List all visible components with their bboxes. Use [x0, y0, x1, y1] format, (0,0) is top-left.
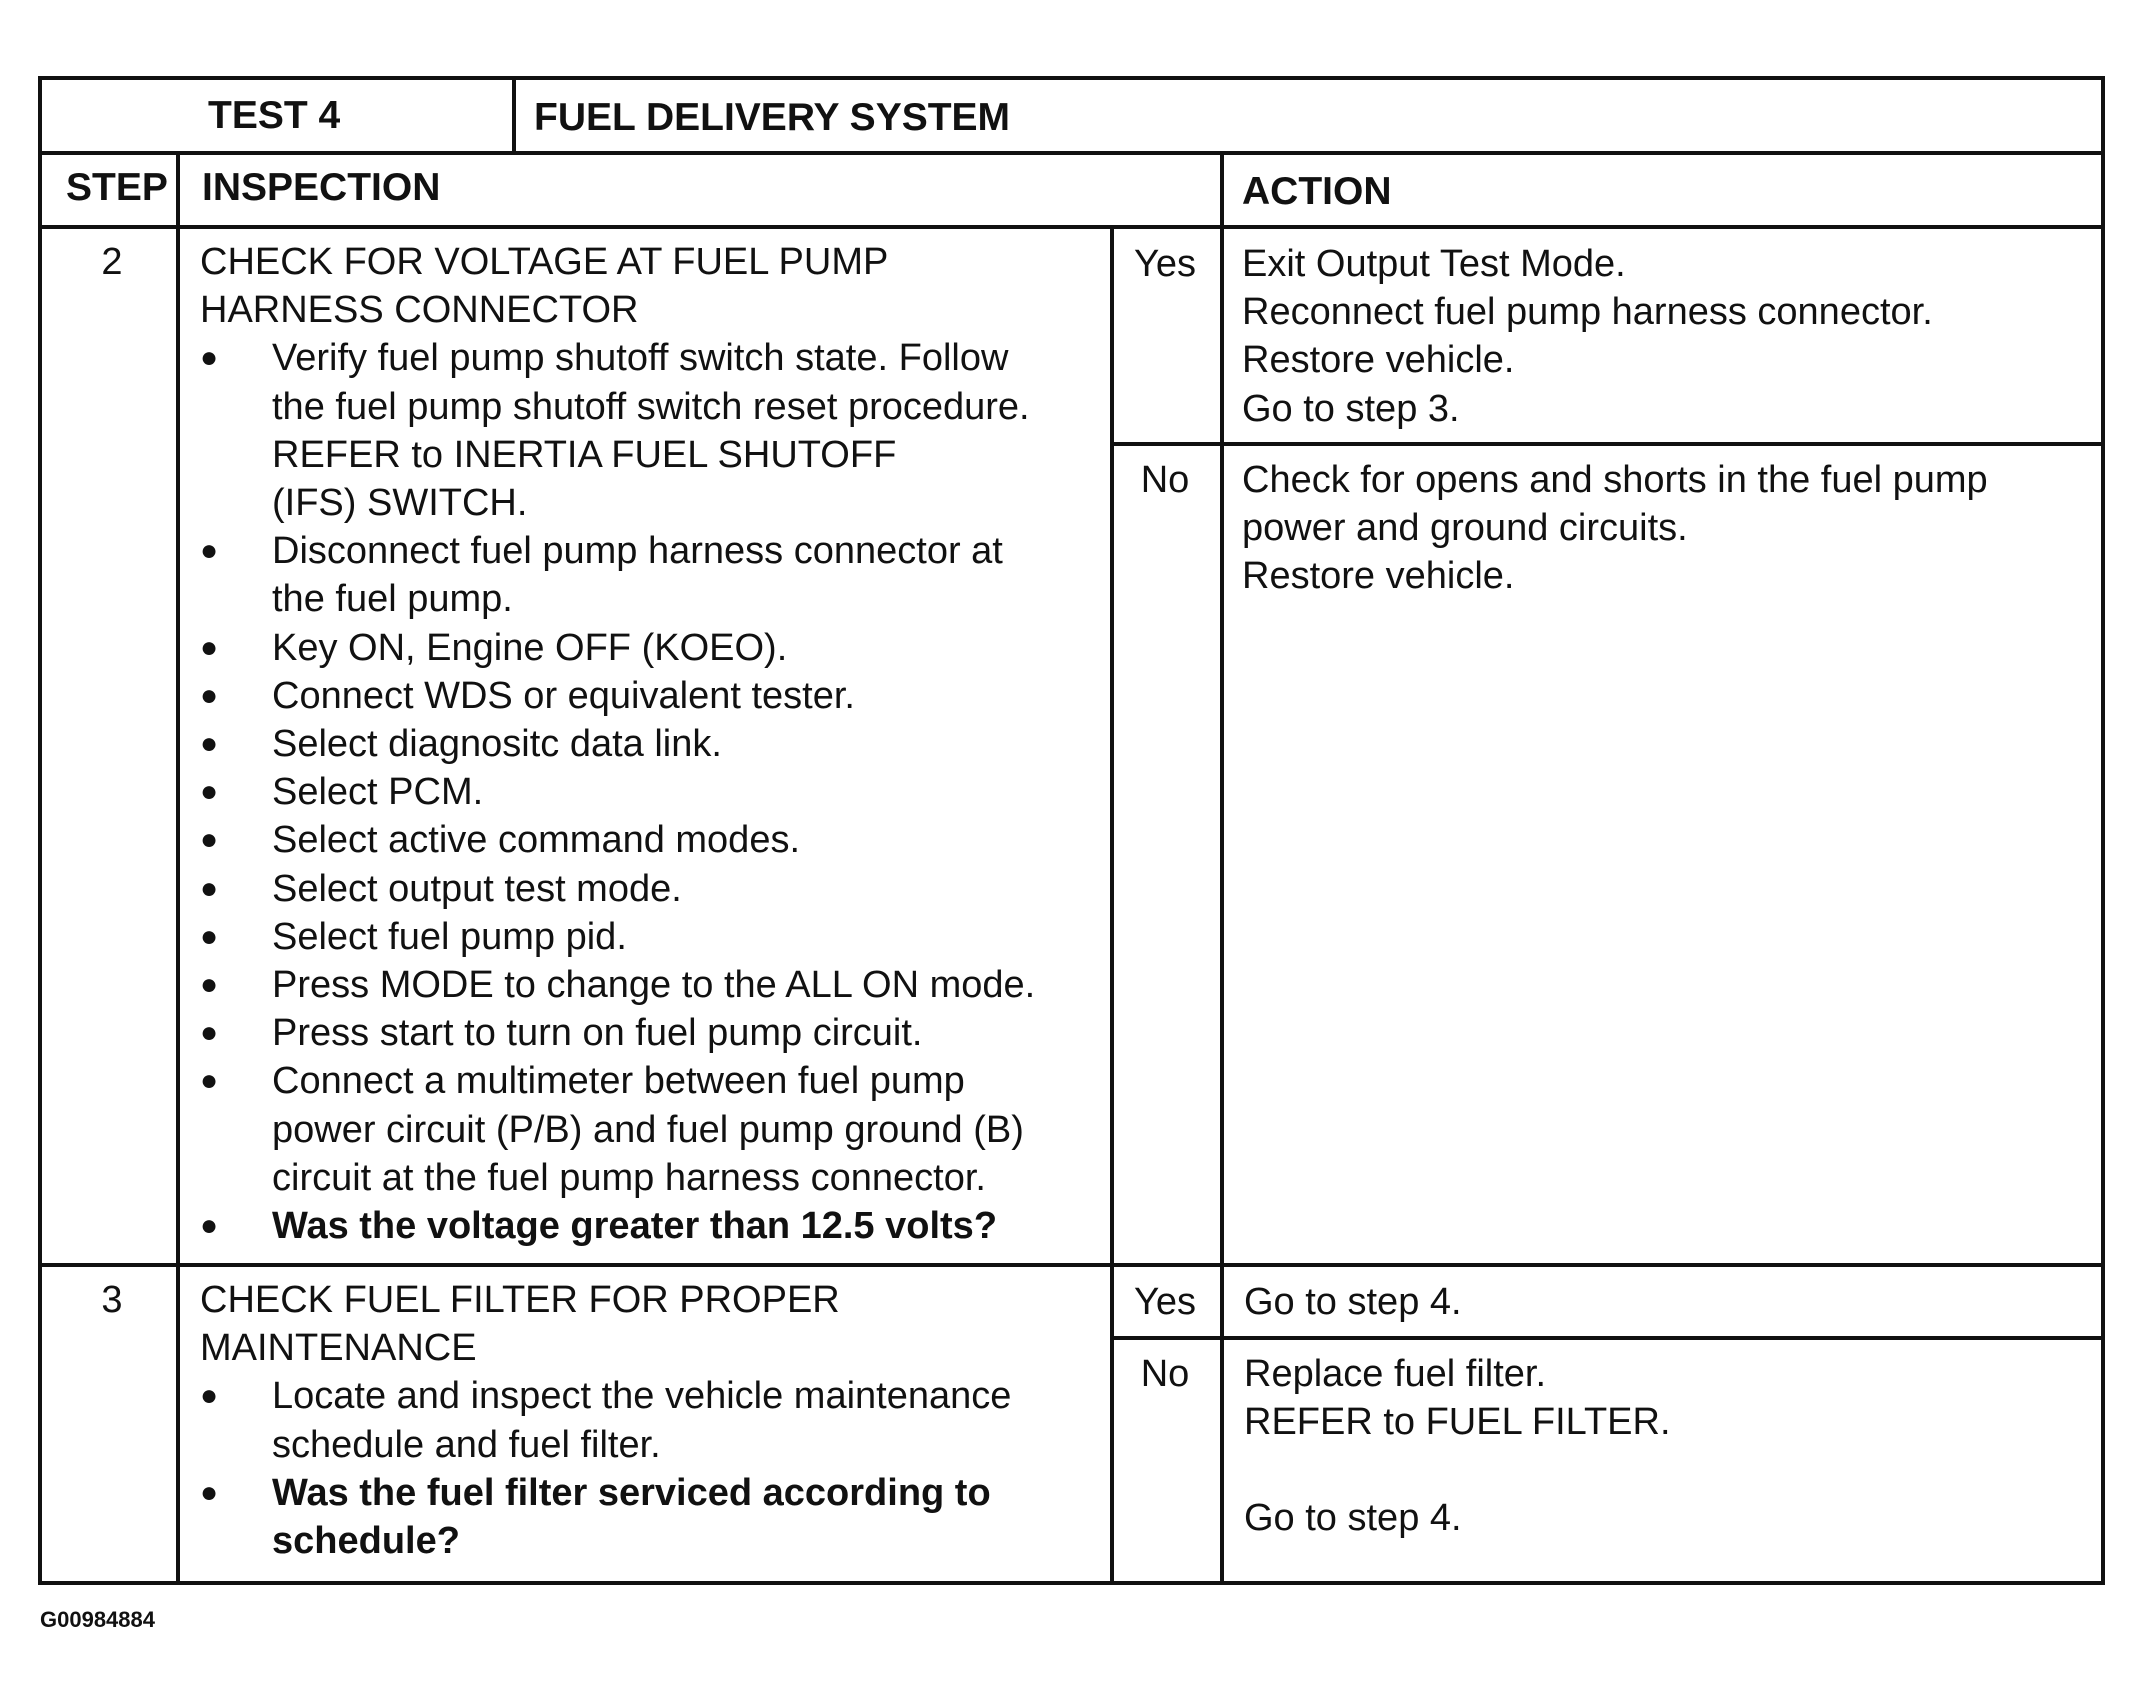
bullet-icon: ● [200, 823, 219, 857]
list-item: ● Was the fuel filter serviced according to schedule? [200, 1469, 1100, 1565]
no-action: Check for opens and shorts in the fuel pump power and ground circuits. Restore vehicle. [1242, 459, 1988, 598]
list-item: ● Select PCM. [200, 768, 1100, 816]
no-action: Replace fuel filter. REFER to FUEL FILTER. Go to step 4. [1244, 1353, 1671, 1540]
step-divider [38, 1263, 2105, 1267]
system-label: FUEL DELIVERY SYSTEM [534, 96, 1011, 139]
step-3-inspection [200, 1276, 1100, 1565]
list-item: ● Select output test mode. [200, 865, 1100, 913]
title-divider [512, 76, 516, 153]
yes-label: Yes [1134, 243, 1196, 285]
step-2-inspection [200, 238, 1100, 1250]
bullet-icon: ● [200, 727, 219, 761]
bullet-icon: ● [200, 1475, 219, 1509]
list-item: ● Disconnect fuel pump harness connector at the fuel pump. [200, 527, 1100, 623]
bullet-icon: ● [200, 1016, 219, 1050]
list-item: ● Press MODE to change to the ALL ON mode. [200, 961, 1100, 1009]
bullet-icon: ● [200, 1064, 219, 1098]
list-item: ● Verify fuel pump shutoff switch state. Follow the fuel pump shutoff switch reset procedure. REFER to INERTIA FUEL SHUTOFF (IFS) SWITCH. [200, 334, 1100, 527]
bullet-icon: ● [200, 775, 219, 809]
step-title-line: CHECK FOR VOLTAGE AT FUEL PUMP [200, 241, 889, 283]
header-divider [38, 151, 2105, 155]
test-label: TEST 4 [208, 94, 341, 137]
list-item: ● Locate and inspect the vehicle maintenance schedule and fuel filter. [200, 1372, 1100, 1468]
inspection-list [200, 1372, 1100, 1565]
inspection-list [200, 334, 1100, 1250]
action-column-divider [1220, 151, 1224, 1585]
bullet-icon: ● [200, 968, 219, 1002]
column-header-inspection: INSPECTION [202, 166, 441, 209]
step-title-line: MAINTENANCE [200, 1327, 477, 1370]
step-number: 3 [101, 1279, 123, 1321]
no-label: No [1140, 1353, 1190, 1395]
list-item: ● Press start to turn on fuel pump circuit. [200, 1009, 1100, 1057]
step-title-line: HARNESS CONNECTOR [200, 289, 639, 332]
step-2-divider-yes-no [1110, 442, 2105, 446]
column-header-step: STEP [66, 166, 168, 209]
bullet-icon: ● [200, 341, 219, 375]
column-header-divider [38, 225, 2105, 229]
list-item: ● Connect a multimeter between fuel pump power circuit (P/B) and fuel pump ground (B) circuit at the fuel pump harness connector. [200, 1057, 1100, 1202]
bullet-icon: ● [200, 630, 219, 664]
column-header-action: ACTION [1242, 170, 1392, 213]
bullet-icon: ● [200, 919, 219, 953]
bullet-icon: ● [200, 534, 219, 568]
step-3-divider-yes-no [1110, 1336, 2105, 1340]
bullet-icon: ● [200, 1209, 219, 1243]
list-item: ● Select diagnositc data link. [200, 720, 1100, 768]
no-label: No [1140, 459, 1190, 501]
list-item: ● Select fuel pump pid. [200, 913, 1100, 961]
step-column-divider [176, 151, 180, 1585]
list-item: ● Select active command modes. [200, 816, 1100, 864]
list-item: ● Connect WDS or equivalent tester. [200, 672, 1100, 720]
bullet-icon: ● [200, 871, 219, 905]
bullet-icon: ● [200, 678, 219, 712]
list-item: ● Key ON, Engine OFF (KOEO). [200, 624, 1100, 672]
step-title-line: CHECK FUEL FILTER FOR PROPER [200, 1279, 840, 1321]
step-number: 2 [101, 241, 123, 283]
yes-label: Yes [1134, 1281, 1196, 1323]
figure-id: G00984884 [40, 1607, 155, 1632]
list-item: ● Was the voltage greater than 12.5 volts? [200, 1202, 1100, 1250]
bullet-icon: ● [200, 1379, 219, 1413]
yes-action: Go to step 4. [1244, 1281, 1462, 1323]
yes-action: Exit Output Test Mode. Reconnect fuel pump harness connector. Restore vehicle. Go to step 3. [1242, 243, 1933, 430]
